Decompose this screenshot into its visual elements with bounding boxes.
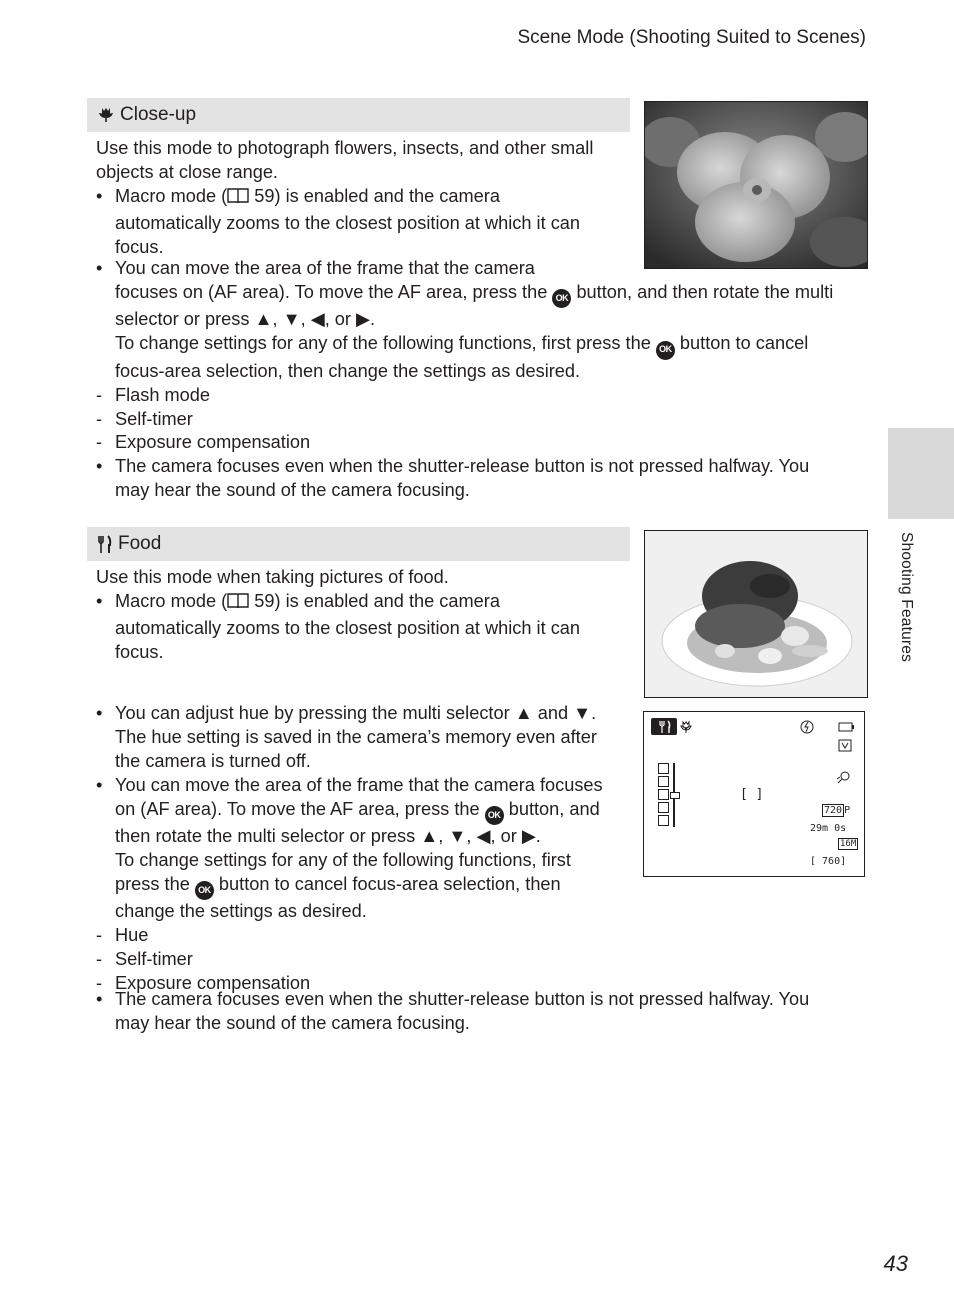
bullet-text: 59) is enabled and the camera [249, 590, 500, 611]
bullet-text: press the [115, 873, 195, 894]
bullet-text: Macro mode ( [115, 590, 228, 611]
af-area-brackets: [ ] [740, 787, 764, 802]
side-tab [888, 428, 954, 519]
bullet-continuation: focus. [115, 641, 164, 662]
bullet-continuation: The hue setting is saved in the camera’s memory even after [115, 726, 597, 747]
ok-button-icon: OK [485, 806, 504, 825]
bullet-text: To change settings for any of the following functions, first press the [115, 333, 656, 354]
closeup-section-header [87, 98, 630, 132]
hue-slider [658, 763, 680, 829]
food-title: Food [118, 533, 162, 554]
bullet-continuation: then rotate the multi selector or press ▲, ▼, ◀, or ▶. [115, 826, 541, 847]
dash-item: - Exposure compensation [96, 431, 876, 455]
dash-item: - Hue [96, 924, 626, 948]
closeup-intro: Use this mode to photograph flowers, insects, and other small [96, 138, 594, 158]
flower-icon [96, 105, 116, 125]
bullet-text: 59) is enabled and the camera [249, 185, 500, 206]
bullet-continuation [96, 332, 876, 359]
bullet-continuation: change the settings as desired. [115, 901, 367, 922]
remaining-movie-time: 29m 0s [810, 823, 847, 834]
list-item: • You can move the area of the frame that the camera focuses [96, 774, 626, 798]
ok-button-icon: OK [195, 881, 214, 900]
vibration-reduction-icon [838, 739, 852, 752]
list-item: • You can adjust hue by pressing the multi selector ▲ and ▼. [96, 702, 626, 726]
food-dish-photo [644, 530, 868, 698]
bullet-text: button, and [503, 798, 600, 819]
bullet-continuation: automatically zooms to the closest position at which it can [115, 212, 581, 233]
motion-detection-icon [836, 769, 852, 785]
bullet-text: Macro mode ( [115, 185, 228, 206]
dash-item: - Exposure compensation [96, 972, 626, 996]
running-head: Scene Mode (Shooting Suited to Scenes) [517, 27, 866, 48]
battery-icon [838, 722, 854, 732]
ok-button-icon: OK [552, 289, 571, 308]
movie-options-indicator [822, 805, 850, 816]
closeup-body-wide [96, 257, 876, 503]
bullet-text: focuses on (AF area). To move the AF area, press the [115, 281, 553, 302]
bullet-continuation: To change settings for any of the following functions, first [115, 849, 571, 870]
bullet-continuation: selector or press ▲, ▼, ◀, or ▶. [115, 309, 376, 330]
fork-knife-icon [96, 534, 114, 554]
bullet-continuation: focus-area selection, then change the settings as desired. [115, 360, 581, 381]
bullet-text: on (AF area). To move the AF area, press the [115, 798, 485, 819]
list-item: • The camera focuses even when the shutter-release button is not pressed halfway. You [96, 455, 876, 479]
list-item: • The camera focuses even when the shutter-release button is not pressed halfway. You [96, 988, 876, 1012]
dash-item: - Flash mode [96, 384, 876, 408]
bullet-continuation: the camera is turned off. [115, 750, 311, 771]
food-body-top [96, 566, 616, 665]
dash-item: - Self-timer [96, 948, 626, 972]
food-body-middle [96, 702, 626, 996]
bullet-continuation [96, 873, 626, 900]
scene-mode-indicator [651, 718, 677, 735]
page-number: 43 [883, 1251, 908, 1276]
camera-monitor-display [643, 711, 865, 877]
movie-resolution: 720 [824, 805, 843, 816]
bullet-continuation: focus. [115, 236, 164, 257]
bullet-continuation: may hear the sound of the camera focusing. [115, 1012, 470, 1033]
closeup-intro-2: objects at close range. [96, 161, 278, 182]
bullet-continuation: may hear the sound of the camera focusing. [115, 480, 470, 501]
food-section-header [87, 527, 630, 561]
ok-button-icon: OK [656, 341, 675, 360]
list-item [96, 185, 616, 212]
bullet-continuation [96, 281, 876, 308]
flower-icon [679, 720, 693, 734]
list-item [96, 590, 616, 617]
bullet-continuation [96, 798, 626, 825]
bullet-text: button to cancel focus-area selection, then [213, 873, 561, 894]
list-item: • You can move the area of the frame that the camera [96, 257, 876, 281]
book-reference-icon [227, 187, 249, 212]
dash-item: - Self-timer [96, 408, 876, 432]
movie-suffix: P [844, 805, 851, 816]
food-intro: Use this mode when taking pictures of food. [96, 567, 449, 587]
bullet-text: button, and then rotate the multi [571, 281, 834, 302]
shots-remaining: [ 760] [810, 856, 847, 867]
food-body-bottom [96, 988, 876, 1036]
bullet-continuation: automatically zooms to the closest position at which it can [115, 617, 581, 638]
bullet-text: button to cancel [674, 333, 809, 354]
side-tab-label: Shooting Features [898, 532, 915, 663]
image-size-indicator: 16M [840, 839, 857, 849]
book-reference-icon [227, 592, 249, 617]
flash-off-icon [800, 720, 814, 734]
fork-knife-icon [651, 718, 677, 735]
closeup-body [96, 137, 616, 260]
closeup-title: Close-up [120, 104, 197, 125]
closeup-flower-photo [644, 101, 868, 269]
